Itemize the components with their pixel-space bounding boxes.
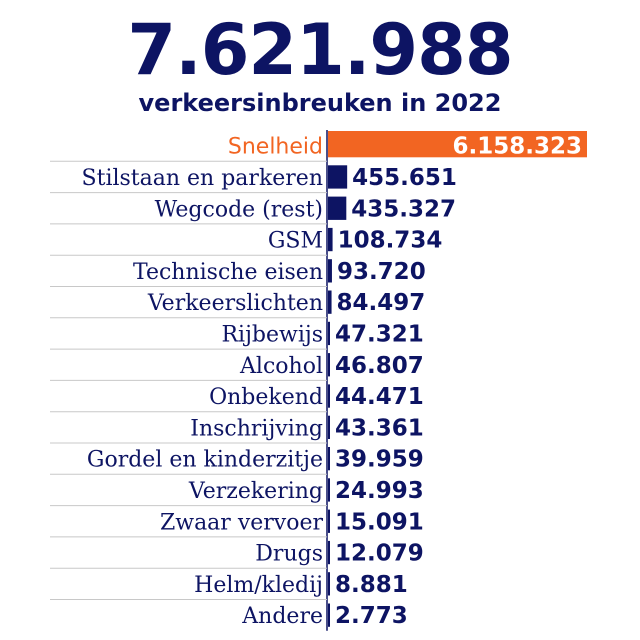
bar [328,572,330,595]
bar [328,291,332,314]
bar [328,541,330,564]
value-label: 6.158.323 [452,133,582,160]
category-label: Gordel en kinderzitje [86,447,323,473]
value-label: 39.959 [335,446,424,473]
bar [328,259,332,282]
value-label: 435.327 [351,196,457,223]
bar [328,228,333,251]
value-label: 44.471 [335,384,424,411]
category-label: Zwaar vervoer [159,510,323,536]
value-label: 47.321 [335,321,424,348]
category-label: Andere [242,604,323,630]
bar [328,384,330,407]
category-label: GSM [267,228,323,254]
category-label: Rijbewijs [221,322,323,348]
bar [328,165,347,188]
value-label: 2.773 [335,603,408,630]
value-label: 8.881 [335,571,408,598]
chart-subtitle: verkeersinbreuken in 2022 [138,89,502,117]
value-label: 93.720 [336,258,426,285]
category-label: Wegcode (rest) [154,197,323,223]
value-label: 12.079 [335,540,424,567]
bar [328,478,330,501]
total-infractions: 7.621.988 [127,9,513,91]
value-label: 43.361 [335,415,424,442]
bar [328,197,346,220]
bar [328,604,330,627]
value-label: 84.497 [336,290,426,317]
category-label: Snelheid [227,134,323,160]
value-label: 455.651 [352,164,457,191]
value-label: 46.807 [335,352,424,379]
category-label: Helm/kledij [194,572,323,598]
value-label: 24.993 [335,477,424,504]
category-label: Technische eisen [132,259,323,285]
category-label: Inschrijving [190,416,323,442]
category-label: Stilstaan en parkeren [81,165,323,191]
bar [328,510,330,533]
bar [328,322,330,345]
category-label: Verzekering [188,478,323,504]
category-label: Onbekend [209,385,323,411]
bar [328,416,330,439]
value-label: 15.091 [335,509,424,536]
category-label: Verkeerslichten [147,291,323,317]
category-label: Alcohol [240,353,323,379]
bar [328,447,330,470]
bar [328,353,330,376]
value-label: 108.734 [337,227,443,254]
category-label: Drugs [255,541,323,567]
